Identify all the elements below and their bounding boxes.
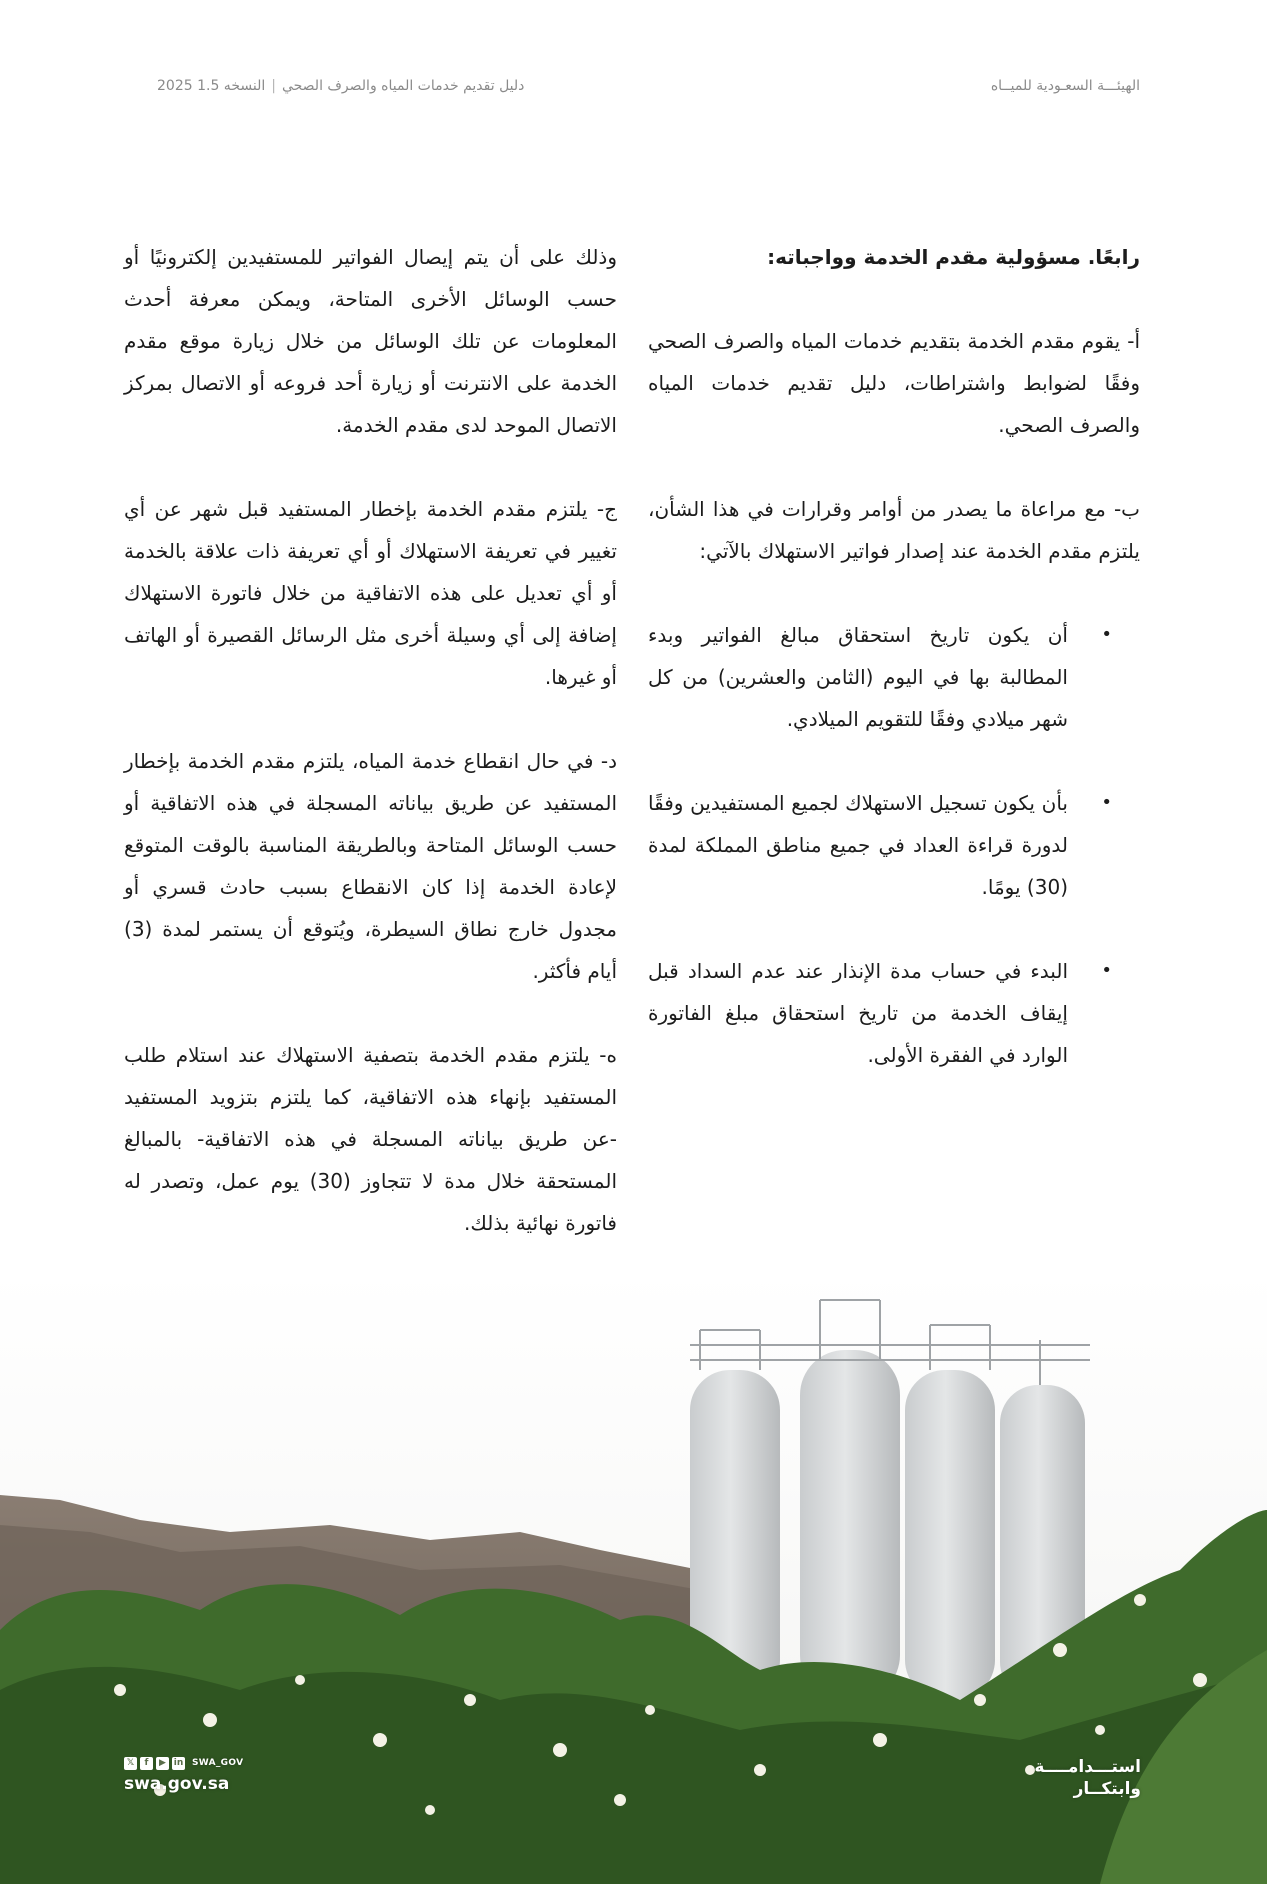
organization-name: الهيئـــة السعـودية للميــاه <box>990 78 1140 94</box>
slogan-line-1: استـــدامــــة <box>1034 1757 1141 1777</box>
footer-slogan <box>1034 1756 1141 1800</box>
paragraph-a: أ- يقوم مقدم الخدمة بتقديم خدمات المياه والصرف الصحي وفقًا لضوابط واشتراطات، دليل تقديم خدمات المياه والصرف الصحي. <box>648 329 1140 437</box>
list-item-text: بأن يكون تسجيل الاستهلاك لجميع المستفيدين وفقًا لدورة قراءة العداد في جميع مناطق المملكة لمدة (30) يومًا. <box>648 791 1068 899</box>
website-link[interactable]: swa.gov.sa <box>124 1774 230 1794</box>
header-separator: | <box>271 78 276 94</box>
right-column <box>648 236 1140 1118</box>
linkedin-icon[interactable]: in <box>173 1757 184 1768</box>
list-item <box>648 614 1140 740</box>
paragraph-continuation: وذلك على أن يتم إيصال الفواتير للمستفيدين إلكترونيًا أو حسب الوسائل الأخرى المتاحة، ويمكن معرفة أحدث المعلومات عن تلك الوسائل من خلال زيارة موقع مقدم الخدمة على الانترنت أو زيارة أحد فروعه أو الاتصال بمركز الاتصال الموحد لدى مقدم الخدمة. <box>124 245 617 437</box>
list-item <box>648 950 1140 1076</box>
youtube-icon[interactable]: ▶ <box>156 1757 169 1770</box>
paragraph-d: د- في حال انقطاع خدمة المياه، يلتزم مقدم الخدمة بإخطار المستفيد عن طريق بياناته المسجلة في هذه الاتفاقية أو حسب الوسائل المتاحة وبالطريقة المناسبة بالوقت المتوقع لإعادة الخدمة إذا كان الانقطاع بسبب حادث قسري أو مجدول خارج نطاق السيطرة، ويُتوقع أن يستمر لمدة (3) أيام فأكثر. <box>124 749 617 983</box>
x-icon[interactable]: 𝕏 <box>124 1757 137 1770</box>
document-version: النسخه 1.5 2025 <box>157 78 266 94</box>
document-title-line <box>157 78 524 94</box>
list-item <box>648 782 1140 908</box>
paragraph-e: ه- يلتزم مقدم الخدمة بتصفية الاستهلاك عند استلام طلب المستفيد بإنهاء هذه الاتفاقية، كما يلتزم بتزويد المستفيد -عن طريق بياناته المسجلة في هذه الاتفاقية- بالمبالغ المستحقة خلال مدة لا تتجاوز (30) يوم عمل، وتصدر له فاتورة نهائية بذلك. <box>124 1043 618 1235</box>
slogan-line-2: وابتكــار <box>1073 1779 1141 1799</box>
footer-contact <box>124 1756 243 1794</box>
bullet-list <box>648 614 1140 1076</box>
paragraph-b: ب- مع مراعاة ما يصدر من أوامر وقرارات في هذا الشأن، يلتزم مقدم الخدمة عند إصدار فواتير الاستهلاك بالآتي: <box>648 497 1140 563</box>
left-column <box>124 236 617 1286</box>
document-title: دليل تقديم خدمات المياه والصرف الصحي <box>281 78 525 94</box>
bullet-icon: • <box>1101 960 1112 981</box>
list-item-text: البدء في حساب مدة الإنذار عند عدم السداد قبل إيقاف الخدمة من تاريخ استحقاق مبلغ الفاتورة الوارد في الفقرة الأولى. <box>648 959 1068 1067</box>
social-links <box>124 1756 243 1770</box>
section-title: رابعًا. مسؤولية مقدم الخدمة وواجباته: <box>767 245 1140 269</box>
page-header <box>157 78 1140 102</box>
facebook-icon[interactable]: f <box>140 1757 153 1770</box>
social-handle: SWA_GOV <box>192 1758 244 1768</box>
bullet-icon: • <box>1101 624 1112 645</box>
bullet-icon: • <box>1101 792 1112 813</box>
paragraph-c: ج- يلتزم مقدم الخدمة بإخطار المستفيد قبل شهر عن أي تغيير في تعريفة الاستهلاك أو أي تعريفة ذات علاقة بالخدمة أو أي تعديل على هذه الاتفاقية من خلال فاتورة الاستهلاك إضافة إلى أي وسيلة أخرى مثل الرسائل القصيرة أو الهاتف أو غيرها. <box>124 497 617 689</box>
list-item-text: أن يكون تاريخ استحقاق مبالغ الفواتير وبدء المطالبة بها في اليوم (الثامن والعشرين) من كل شهر ميلادي وفقًا للتقويم الميلادي. <box>648 623 1068 731</box>
